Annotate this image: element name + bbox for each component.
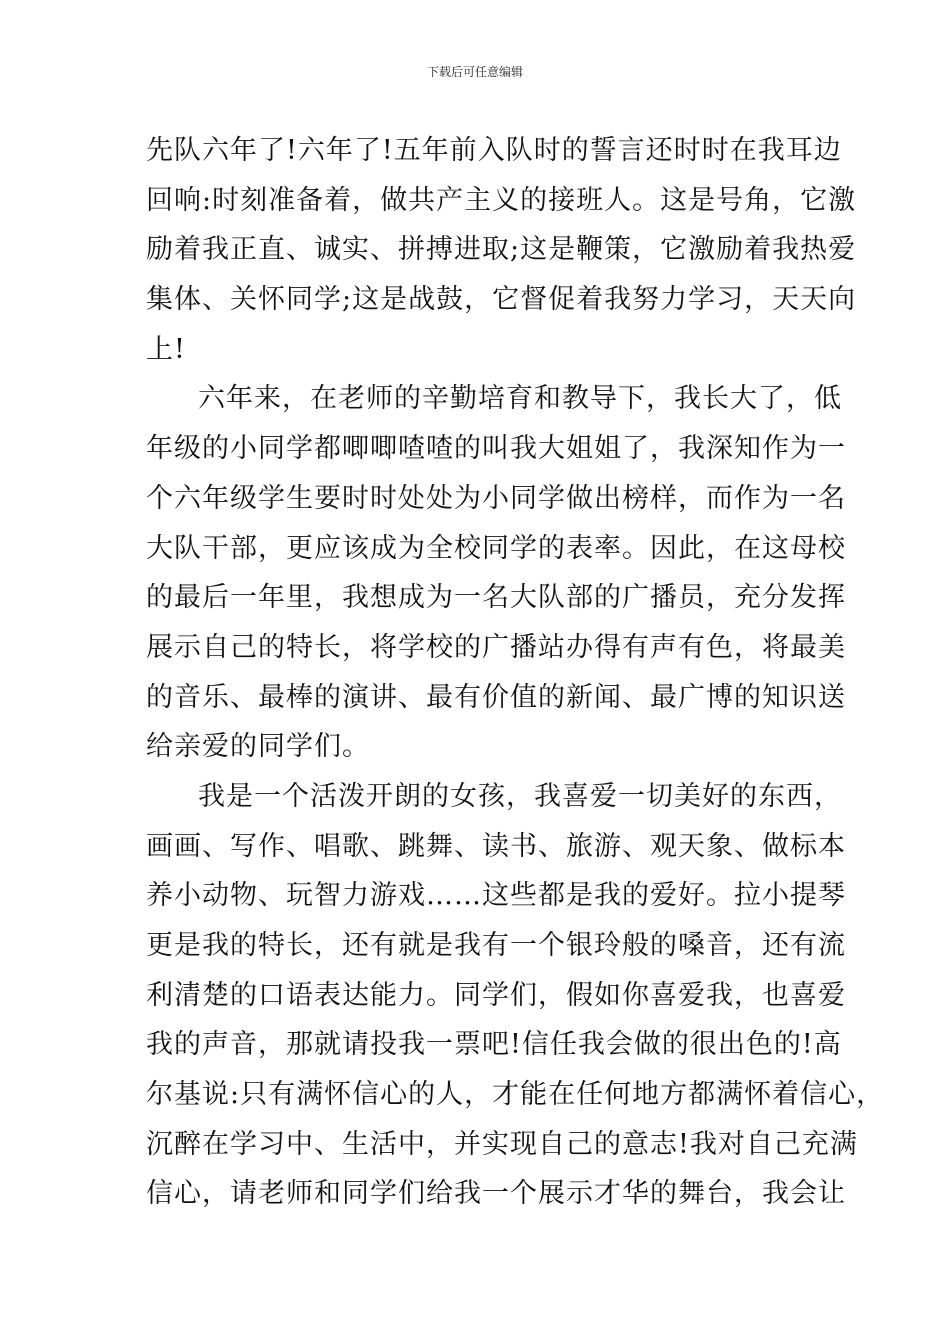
text-line: 大队干部，更应该成为全校同学的表率。因此，在这母校 — [146, 532, 846, 564]
paragraph-1 — [146, 126, 857, 374]
text-line: 信心，请老师和同学们给我一个展示才华的舞台，我会让 — [146, 1178, 846, 1210]
text-line: 上! — [146, 333, 186, 365]
text-line: 集体、关怀同学;这是战鼓，它督促着我努力学习，天天向 — [146, 284, 857, 316]
text-line: 先队六年了!六年了!五年前入队时的誓言还时时在我耳边 — [146, 135, 842, 166]
text-line: 更是我的特长，还有就是我有一个银玲般的嗓音，还有流 — [146, 930, 846, 961]
text-line: 展示自己的特长，将学校的广播站办得有声有色，将最美 — [146, 631, 846, 663]
text-line: 给亲爱的同学们。 — [146, 731, 370, 763]
text-line: 励着我正直、诚实、拼搏进取;这是鞭策，它激励着我热爱 — [146, 234, 857, 266]
text-line: 我的声音，那就请投我一票吧!信任我会做的很出色的!高 — [146, 1029, 842, 1061]
text-line: 的音乐、最棒的演讲、最有价值的新闻、最广博的知识送 — [146, 681, 846, 713]
paragraph-2 — [146, 374, 846, 772]
text-line: 尔基说:只有满怀信心的人，才能在任何地方都满怀着信心， — [146, 1079, 885, 1111]
text-line: 六年来，在老师的辛勤培育和教导下，我长大了，低 — [198, 383, 842, 415]
text-line: 个六年级学生要时时处处为小同学做出榜样，而作为一名 — [146, 482, 846, 514]
text-line: 养小动物、玩智力游戏……这些都是我的爱好。拉小提琴 — [146, 880, 846, 912]
paragraph-3 — [146, 772, 885, 1219]
text-line: 我是一个活泼开朗的女孩，我喜爱一切美好的东西， — [198, 780, 842, 812]
text-line: 沉醉在学习中、生活中，并实现自己的意志!我对自己充满 — [146, 1128, 858, 1160]
text-line: 年级的小同学都唧唧喳喳的叫我大姐姐了，我深知作为一 — [146, 433, 846, 465]
document-body — [146, 126, 885, 1219]
page-header: 下载后可任意编辑 — [426, 65, 523, 79]
text-line: 回响:时刻准备着，做共产主义的接班人。这是号角，它激 — [146, 184, 857, 216]
text-line: 利清楚的口语表达能力。同学们，假如你喜爱我，也喜爱 — [146, 979, 846, 1011]
text-line: 的最后一年里，我想成为一名大队部的广播员，充分发挥 — [146, 582, 846, 614]
text-line: 画画、写作、唱歌、跳舞、读书、旅游、观天象、做标本 — [146, 830, 846, 862]
